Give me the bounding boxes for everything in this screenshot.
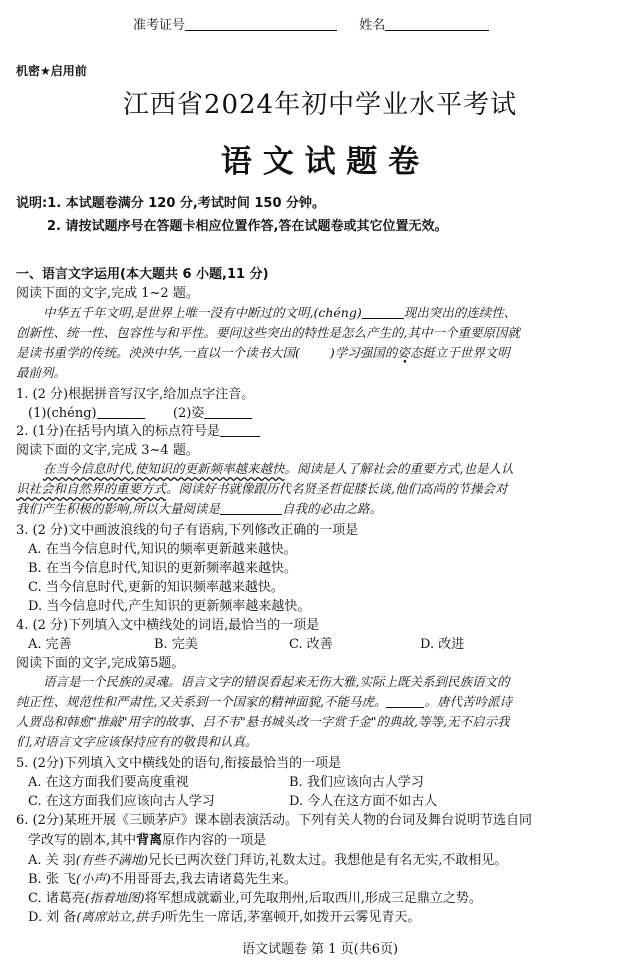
blank-passage-3[interactable] — [386, 693, 424, 708]
question-5-option-c: C. 在这方面我们应该向古人学习 — [28, 794, 215, 809]
passage-2-line-1: 在当今信息时代,使知识的更新频率越来越快。阅读是人了解社会的重要方式,也是人认 — [43, 461, 514, 476]
dotted-character: 姿 — [397, 345, 410, 360]
passage-1-line-2: 创新性、统一性、包容性与和平性。要问这些突出的特性是怎么产生的,其中一个重要原因就 — [16, 325, 520, 340]
question-1-parts: (1)(chéng) (2)姿 — [28, 402, 252, 421]
instruction-line-1: 说明:1. 本试题卷满分 120 分,考试时间 150 分钟。 — [16, 196, 326, 211]
ticket-number-label: 准考证号 — [133, 18, 186, 33]
question-1: 1. (2 分)根据拼音写汉字,给加点字注音。 — [16, 387, 255, 402]
section-1-title: 一、语言文字运用(本大题共 6 小题,11 分) — [16, 267, 269, 282]
answer-blank-1-1[interactable] — [97, 404, 145, 419]
passage-2-line-2: 识社会和自然界的重要方式。阅读好书就像跟历代名贤圣哲促膝长谈,他们高尚的节操会对 — [16, 481, 508, 496]
passage-1-line-4: 最前列。 — [16, 365, 67, 380]
name-field[interactable] — [385, 16, 489, 31]
question-6-line-1: 6. (2分)某班开展《三顾茅庐》课本剧表演活动。下列有关人物的台词及舞台说明节选自同 — [16, 813, 532, 828]
question-5-option-a: A. 在这方面我们要高度重视 — [28, 775, 189, 790]
passage-3-line-2: 纯正性、规范性和严肃性,又关系到一个国家的精神面貌,不能马虎。 。唐代苦吟派诗 — [16, 694, 512, 709]
question-4: 4. (2 分)下列填入文中横线处的词语,最恰当的一项是 — [16, 618, 320, 633]
question-3-option-c: C. 当今信息时代,更新的知识频率越来越快。 — [28, 580, 284, 595]
question-3: 3. (2 分)文中画波浪线的句子有语病,下列修改正确的一项是 — [16, 523, 359, 538]
read-instruction-2: 阅读下面的文字,完成 3~4 题。 — [16, 443, 199, 458]
read-instruction-3: 阅读下面的文字,完成第5题。 — [16, 656, 185, 671]
header-line — [133, 14, 489, 33]
passage-2-line-3: 我们产生积极的影响,所以大量阅读是 自我的必由之路。 — [16, 501, 382, 516]
question-3-option-d: D. 当今信息时代,产生知识的更新频率越来越快。 — [28, 599, 311, 614]
page-footer: 语文试题卷 第 1 页(共6页) — [241, 942, 399, 957]
question-4-option-a: A. 完善 — [28, 637, 72, 652]
passage-1-line-3: 是读书重学的传统。泱泱中华,一直以一个读书大国( )学习强国的姿态挺立于世界文明 — [16, 345, 510, 360]
question-3-option-a: A. 在当今信息时代,知识的频率更新越来越快。 — [28, 542, 297, 557]
read-instruction-1: 阅读下面的文字,完成 1~2 题。 — [16, 286, 199, 301]
ticket-number-field[interactable] — [185, 16, 337, 31]
answer-blank-2[interactable] — [220, 422, 260, 437]
blank-passage-2[interactable] — [220, 500, 282, 515]
emphasis-word: 背离 — [136, 833, 163, 848]
paper-title: 语 文 试 题 卷 — [220, 144, 420, 180]
question-5: 5. (2分)下列填入文中横线处的语句,衔接最恰当的一项是 — [16, 756, 342, 771]
passage-3-line-3: 人贾岛和韩愈"推敲"用字的故事、吕不韦"悬书城头改一字赏千金"的典故,等等,无不启示我 — [16, 714, 510, 729]
question-4-option-d: D. 改进 — [420, 637, 465, 652]
question-4-option-b: B. 完美 — [154, 637, 198, 652]
passage-3-line-1: 语言是一个民族的灵魂。语言文字的错误看起来无伤大雅,实际上既关系到民族语文的 — [43, 674, 510, 689]
question-2: 2. (1分)在括号内填入的标点符号是 — [16, 420, 260, 439]
confidential-mark: 机密★启用前 — [16, 64, 87, 78]
name-label: 姓名 — [359, 18, 386, 33]
question-6-option-d: D. 刘 备(离席站立,拱手)听先生一席话,茅塞顿开,如拨开云雾见青天。 — [28, 909, 421, 925]
answer-blank-1-2[interactable] — [204, 404, 252, 419]
question-6-line-2: 学改写的剧本,其中背离原作内容的一项是 — [28, 833, 267, 848]
question-5-option-d: D. 今人在这方面不如古人 — [289, 794, 438, 809]
question-5-option-b: B. 我们应该向古人学习 — [289, 775, 424, 790]
question-3-option-b: B. 在当今信息时代,知识的更新频率越来越快。 — [28, 561, 297, 576]
exam-title: 江西省2024年初中学业水平考试 — [122, 90, 518, 120]
passage-3-line-4: 们,对语言文字应该保持应有的敬畏和认真。 — [16, 734, 258, 749]
passage-1-line-1: 中华五千年文明,是世界上唯一没有中断过的文明,(chéng) 现出突出的连续性、 — [43, 305, 517, 320]
question-6-option-a: A. 关 羽(有些不满地)兄长已两次登门拜访,礼数太过。我想他是有名无实,不敢相见。 — [28, 852, 508, 868]
instruction-line-2: 2. 请按试题序号在答题卡相应位置作答,答在试题卷或其它位置无效。 — [47, 219, 448, 234]
question-6-option-b: B. 张 飞(小声)不用哥哥去,我去请诸葛先生来。 — [28, 871, 297, 887]
question-6-option-c: C. 诸葛亮(指着地图)将军想成就霸业,可先取荆州,后取西川,形成三足鼎立之势。 — [28, 890, 482, 906]
wavy-underlined-sentence: 在当今信息时代,使知识的更新频率越来越快 — [43, 461, 285, 476]
blank-chengxian[interactable] — [362, 304, 404, 319]
question-4-option-c: C. 改善 — [289, 637, 333, 652]
